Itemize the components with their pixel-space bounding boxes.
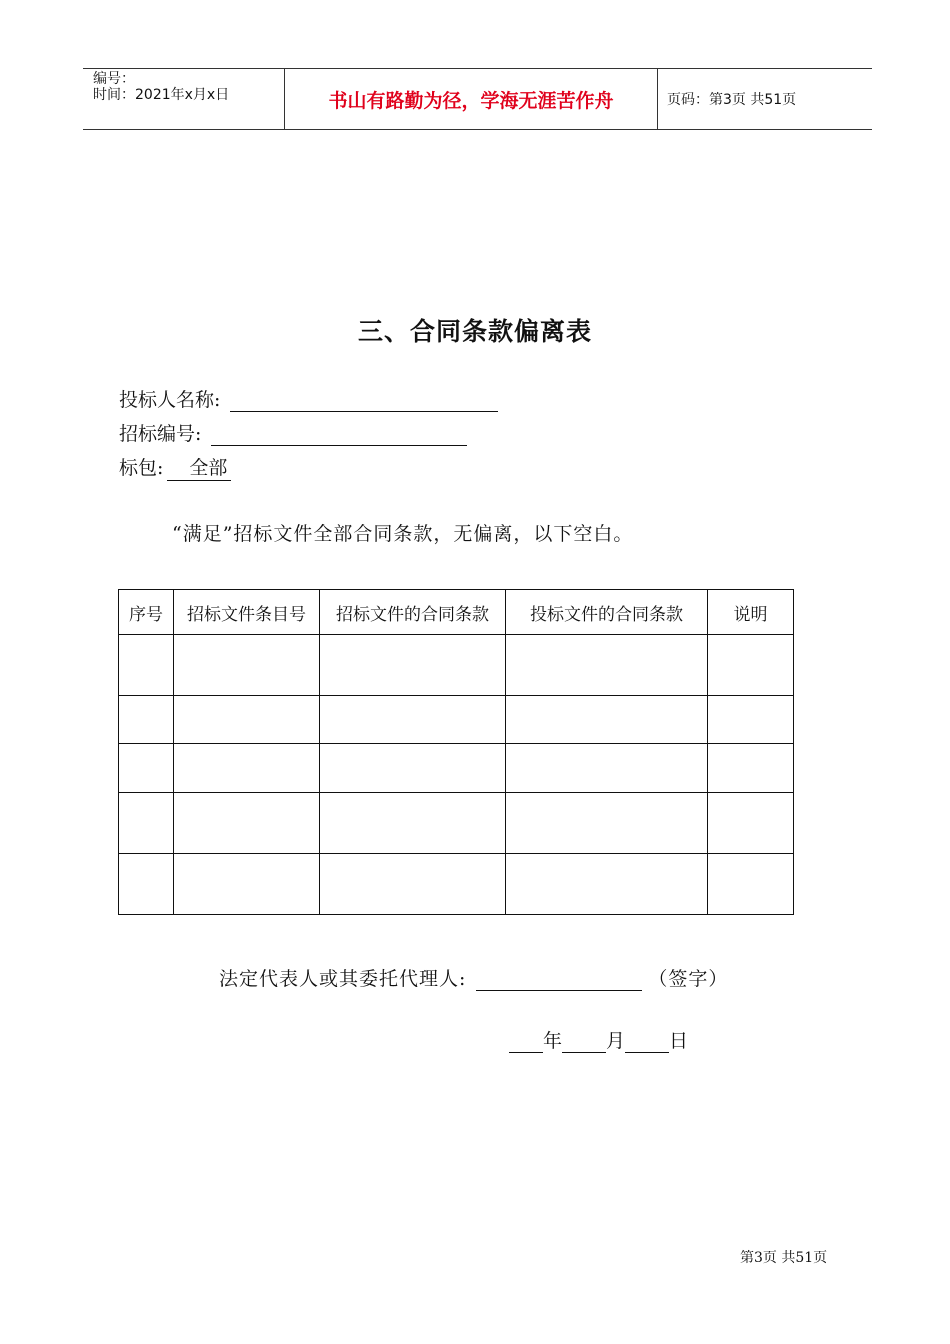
day-label: 日 bbox=[669, 1030, 689, 1052]
deviation-table bbox=[118, 589, 794, 915]
table-row bbox=[119, 696, 794, 744]
table-cell[interactable] bbox=[174, 793, 320, 854]
header-page-number: 页码：第3页 共51页 bbox=[667, 92, 797, 108]
table-row bbox=[119, 744, 794, 793]
table-cell[interactable] bbox=[119, 744, 174, 793]
bid-number-label: 招标编号: bbox=[119, 423, 202, 445]
header-time: 时间：2021年x月x日 bbox=[93, 87, 230, 103]
table-row bbox=[119, 854, 794, 915]
year-blank[interactable] bbox=[509, 1032, 543, 1053]
col-header-item-number: 招标文件条目号 bbox=[174, 590, 320, 635]
col-header-bid-terms: 投标文件的合同条款 bbox=[506, 590, 708, 635]
signature-label: 法定代表人或其委托代理人: bbox=[219, 968, 467, 990]
compliance-statement: “满足”招标文件全部合同条款，无偏离，以下空白。 bbox=[172, 523, 634, 545]
table-cell[interactable] bbox=[708, 696, 794, 744]
table-cell[interactable] bbox=[119, 793, 174, 854]
table-cell[interactable] bbox=[174, 635, 320, 696]
date-line bbox=[509, 1026, 688, 1053]
table-cell[interactable] bbox=[708, 635, 794, 696]
year-label: 年 bbox=[543, 1030, 563, 1052]
bidder-name-label: 投标人名称: bbox=[119, 389, 221, 411]
table-row bbox=[119, 793, 794, 854]
day-blank[interactable] bbox=[625, 1032, 669, 1053]
page-footer: 第3页 共51页 bbox=[740, 1250, 828, 1266]
table-cell[interactable] bbox=[174, 696, 320, 744]
bid-number-field bbox=[119, 419, 467, 446]
bidder-name-blank[interactable] bbox=[230, 391, 498, 412]
header-meta bbox=[93, 71, 229, 103]
table-cell[interactable] bbox=[174, 854, 320, 915]
table-cell[interactable] bbox=[320, 635, 506, 696]
table-cell[interactable] bbox=[708, 793, 794, 854]
table-cell[interactable] bbox=[119, 854, 174, 915]
table-header-row bbox=[119, 590, 794, 635]
col-header-tender-terms: 招标文件的合同条款 bbox=[320, 590, 506, 635]
table-cell[interactable] bbox=[506, 793, 708, 854]
table-cell[interactable] bbox=[119, 696, 174, 744]
col-header-remarks: 说明 bbox=[708, 590, 794, 635]
header-number-label: 编号： bbox=[93, 71, 135, 87]
table-cell[interactable] bbox=[506, 696, 708, 744]
table-cell[interactable] bbox=[320, 854, 506, 915]
table-cell[interactable] bbox=[320, 744, 506, 793]
package-label: 标包: bbox=[119, 457, 164, 479]
month-blank[interactable] bbox=[562, 1032, 606, 1053]
signature-suffix: （签字） bbox=[648, 968, 729, 990]
package-value: 全部 bbox=[167, 453, 231, 481]
table-cell[interactable] bbox=[506, 635, 708, 696]
signature-blank[interactable] bbox=[476, 970, 642, 991]
header-divider bbox=[657, 69, 658, 129]
table-cell[interactable] bbox=[708, 854, 794, 915]
page-header bbox=[83, 68, 872, 130]
table-cell[interactable] bbox=[506, 854, 708, 915]
month-label: 月 bbox=[606, 1030, 626, 1052]
col-header-index: 序号 bbox=[119, 590, 174, 635]
document-title: 三、合同条款偏离表 bbox=[357, 317, 592, 346]
table-cell[interactable] bbox=[320, 793, 506, 854]
table-cell[interactable] bbox=[320, 696, 506, 744]
bidder-name-field bbox=[119, 385, 498, 412]
table-cell[interactable] bbox=[174, 744, 320, 793]
table-row bbox=[119, 635, 794, 696]
header-motto: 书山有路勤为径，学海无涯苦作舟 bbox=[328, 89, 614, 112]
table-cell[interactable] bbox=[506, 744, 708, 793]
signature-line bbox=[219, 964, 728, 991]
package-field bbox=[119, 453, 231, 481]
table-cell[interactable] bbox=[708, 744, 794, 793]
table-cell[interactable] bbox=[119, 635, 174, 696]
bid-number-blank[interactable] bbox=[211, 425, 467, 446]
